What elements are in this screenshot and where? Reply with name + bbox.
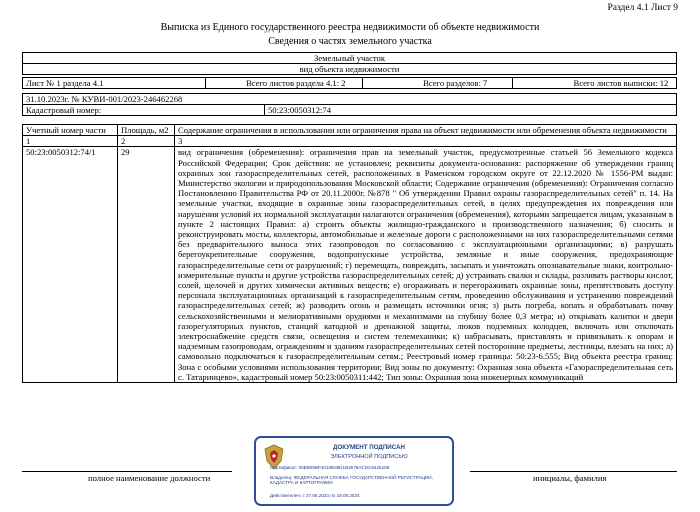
object-type: Земельный участок: [23, 53, 677, 64]
header-area: Площадь, м2: [118, 125, 175, 136]
restriction-content: вид ограничения (обременения): ограничения прав на земельный участок, предусмотренные статьей 56 Земельного кодекса Российской Федерации; Срок действия: не установлен; реквизиты документа-основания: распоряжение об утверждении границ охранных зон газораспределительных сетей, расположенных в Раменском городском округе от 22.12.2020 № 1556-РМ выдан: Министерство экологии и природопользования Московской области; Содержание ограничения (обременения): Ограничения согласно Постановлению Правительства РФ от 20.11.2000г. №878 " Об утверждении Правил охраны газораспределительных сетей" п. 14. На земельные участки, входящие в охранные зоны газораспределительных сетей, в целях предупреждения их повреждения или нарушения условий их нормальной эксплуатации налагаются ограничения (обременения), которыми запрещается лицам, указанным в пункте 2 настоящих Правил: а) строить объекты жилищно-гражданского и производственного назначения; б) сносить и реконструировать мосты, коллекторы, автомобильные и железные дороги с расположенными на них газораспределительными сетями без предварительного выноса этих газопроводов по согласованию с эксплуатационными организациями; в) разрушать берегоукрепительные сооружения, водопропускные устройства, земляные и иные сооружения, предохраняющие газораспределительные сети от разрушений; г) перемещать, повреждать, засыпать и уничтожать опознавательные знаки, контрольно-измерительные пункты и другие устройства газораспределительных сетей; д) устраивать свалки и склады, разливать растворы кислот, солей, щелочей и других химически активных веществ; е) огораживать и перегораживать охранные зоны, препятствовать доступу персонала эксплуатационных организаций к газораспределительным сетям, проведению обслуживания и устранению повреждений газораспределительных сетей; ж) разводить огонь и размещать источники огня; з) рыть погреба, копать и обрабатывать почву сельскохозяйственными и мелиоративными орудиями и механизмами на глубину более 0,3 метра; и) открывать калитки и двери газорегуляторных пунктов, станций катодной и дренажной защиты, люков подземных колодцев, включать или отключать электроснабжение средств связи, освещения и систем телемеханики; к) набрасывать, приставлять и привязывать к опорам и надземным газопроводам, ограждениям и зданиям газораспределительных сетей посторонние предметы, лестницы, влезать на них; л) самовольно подключаться к газораспределительным сетям.; Реестровый номер границы: 50:23-6.555; Вид объекта реестра границ: Зона с особыми условиями использования территории; Вид зоны по документу: Охранная зона объекта «Газораспределительная сеть с. Татаринцево», кадастровый номер 50:23:0050311:442; Тип зоны: Охранная зона инженерных коммуникаций: [175, 147, 677, 383]
table-row: [23, 147, 677, 383]
name-label: инициалы, фамилия: [533, 473, 607, 483]
table-column-numbers-row: [23, 136, 677, 147]
sheet-info-table: [22, 77, 677, 89]
column-number: 1: [23, 136, 118, 147]
document-title: Выписка из Единого государственного реестра недвижимости об объекте недвижимости: [160, 22, 540, 33]
name-signature-line: [470, 471, 677, 472]
document-subtitle: Сведения о частях земельного участка: [268, 36, 432, 47]
cadastral-number-value: 50:23:0050312:74: [264, 105, 676, 116]
parts-table: [22, 124, 677, 383]
object-type-table: [22, 52, 677, 75]
electronic-signature-stamp: [254, 436, 454, 506]
section-sheet-label: Раздел 4.1 Лист 9: [607, 3, 678, 13]
total-sections: Всего разделов: 7: [363, 78, 513, 89]
header-part-number: Учетный номер части: [23, 125, 118, 136]
stamp-title: ДОКУМЕНТ ПОДПИСАН: [333, 444, 405, 451]
total-sheets-section: Всего листов раздела 4.1: 2: [206, 78, 363, 89]
sheet-of-section: Лист № 1 раздела 4.1: [23, 78, 206, 89]
total-sheets-extract: Всего листов выписки: 12: [513, 78, 677, 89]
column-number: 3: [175, 136, 677, 147]
part-number: 50:23:0050312:74/1: [23, 147, 118, 383]
header-content: Содержание ограничения в использовании или ограничения права на объект недвижимости или обременения объекта недвижимости: [175, 125, 677, 136]
part-area: 29: [118, 147, 175, 383]
position-label: полное наименование должности: [88, 473, 211, 483]
stamp-validity: Действителен: с 27.06.2023 по 19.09.2024: [270, 493, 360, 498]
table-header-row: [23, 125, 677, 136]
stamp-certificate: Сертификат: 00BB05BF4010B38D1B3576ACDC8425108: [270, 465, 390, 470]
column-number: 2: [118, 136, 175, 147]
cadastral-number-label: Кадастровый номер:: [23, 105, 265, 116]
position-signature-line: [22, 471, 232, 472]
object-type-caption: вид объекта недвижимости: [23, 64, 677, 75]
stamp-owner: Владелец: ФЕДЕРАЛЬНАЯ СЛУЖБА ГОСУДАРСТВЕННОЙ РЕГИСТРАЦИИ, КАДАСТРА И КАРТОГРАФИИ: [270, 475, 433, 486]
stamp-subtitle: ЭЛЕКТРОННОЙ ПОДПИСЬЮ: [330, 454, 408, 460]
document-date-number: 31.10.2023г. № КУВИ-001/2023-246462268: [23, 94, 677, 105]
cadastral-info-table: [22, 93, 677, 116]
